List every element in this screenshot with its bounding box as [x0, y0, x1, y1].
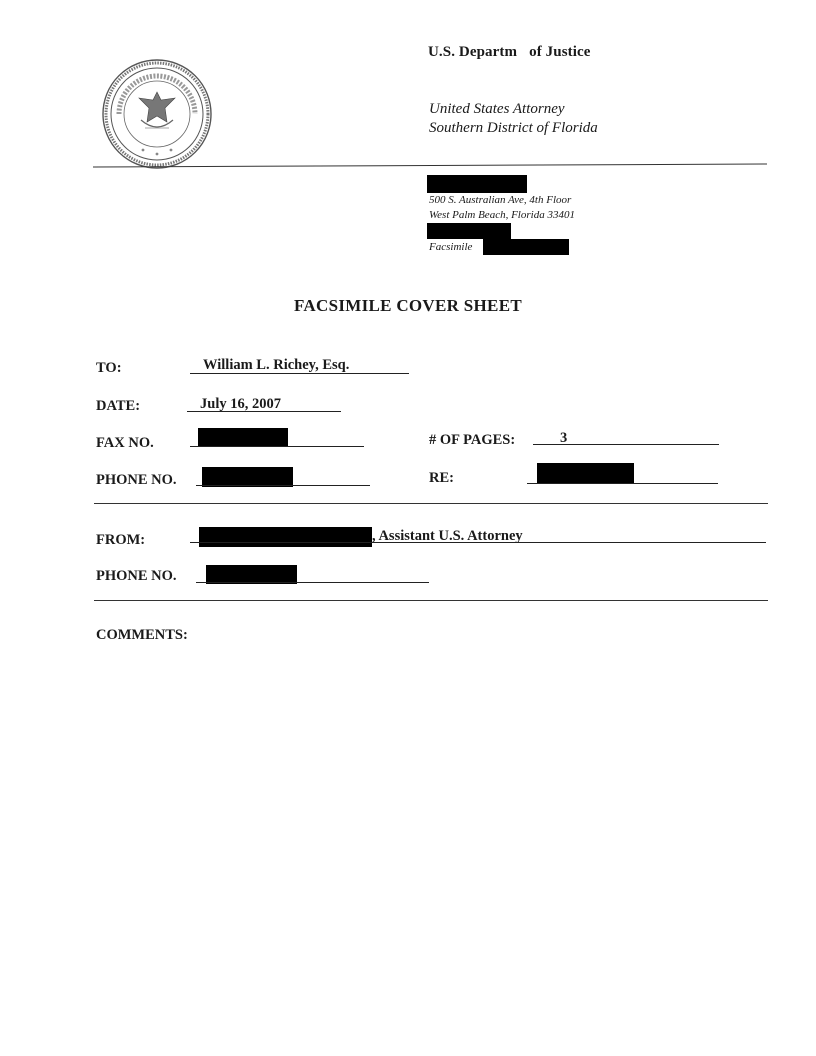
section-rule	[94, 503, 768, 504]
from-underline	[190, 542, 766, 543]
pages-label: # OF PAGES:	[429, 432, 516, 448]
office-line2: Southern District of Florida	[429, 120, 598, 136]
re-underline	[527, 483, 718, 484]
section-rule	[94, 600, 768, 601]
address-street: 500 S. Australian Ave, 4th Floor	[429, 194, 572, 206]
to-underline	[190, 373, 409, 374]
pages-underline	[533, 444, 719, 445]
redaction-block	[199, 527, 372, 547]
office-line1: United States Attorney	[429, 101, 565, 117]
page-title: FACSIMILE COVER SHEET	[294, 296, 522, 315]
from-phone-underline	[196, 582, 429, 583]
address-city: West Palm Beach, Florida 33401	[429, 209, 575, 221]
pages-value: 3	[560, 430, 568, 446]
agency-name	[428, 44, 591, 61]
to-value: William L. Richey, Esq.	[203, 357, 350, 373]
date-value: July 16, 2007	[200, 396, 281, 412]
to-label: TO:	[96, 360, 122, 376]
redaction-block	[427, 175, 527, 193]
date-label: DATE:	[96, 398, 141, 414]
from-suffix: , Assistant U.S. Attorney	[372, 528, 523, 544]
fax-label: FAX NO.	[96, 435, 154, 451]
fax-underline	[190, 446, 364, 447]
redaction-block	[198, 428, 288, 447]
agency-name-part2: of Justice	[529, 44, 591, 60]
phone-underline	[196, 485, 370, 486]
re-label: RE:	[429, 470, 454, 486]
redaction-block	[537, 463, 634, 484]
redaction-block	[483, 239, 569, 255]
comments-label: COMMENTS:	[96, 627, 188, 643]
office-name	[429, 100, 598, 138]
from-label: FROM:	[96, 532, 146, 548]
agency-name-part1: U.S. Departm	[428, 44, 518, 60]
doj-seal-icon	[101, 58, 213, 170]
from-phone-label: PHONE NO.	[96, 568, 177, 584]
date-underline	[187, 411, 341, 412]
phone-label: PHONE NO.	[96, 472, 177, 488]
redaction-block	[202, 467, 293, 487]
redaction-block	[427, 223, 511, 239]
facsimile-label: Facsimile	[429, 241, 473, 253]
